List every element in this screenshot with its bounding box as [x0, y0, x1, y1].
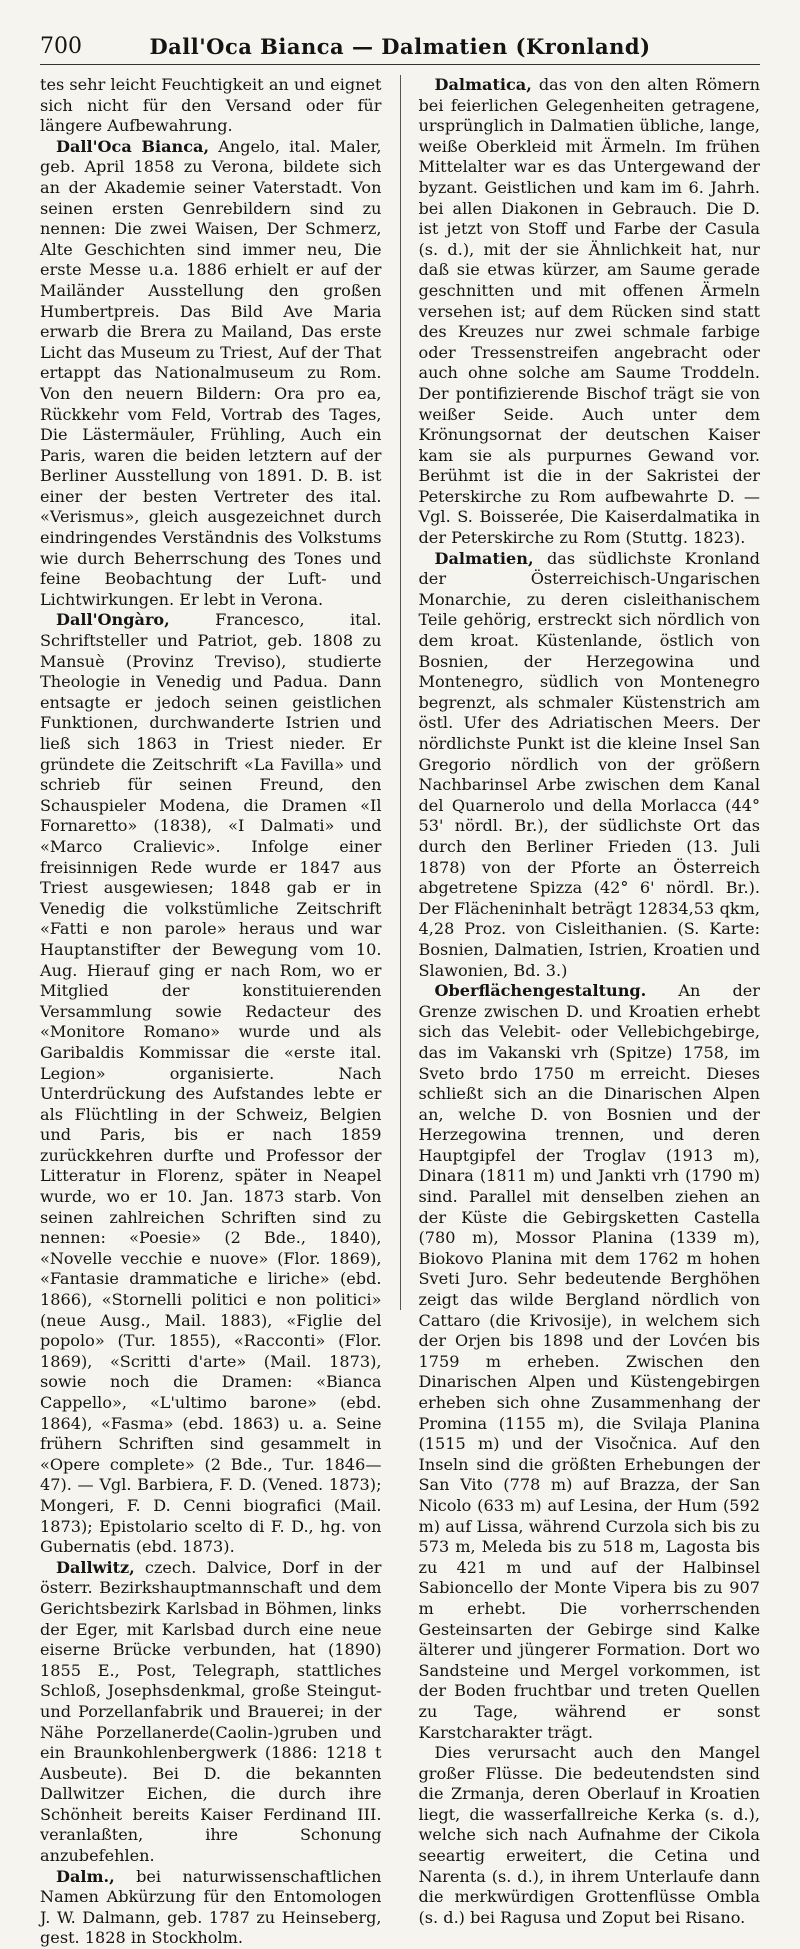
column-divider — [400, 75, 401, 1310]
entry-text: bei naturwissenschaftlichen Namen Abkürzung für den Entomologen J. W. Dalmann, geb. 1787 zu Heinseberg, gest. 1828 in Stockholm. — [40, 1866, 382, 1948]
entry-headword: Dalm., — [56, 1866, 115, 1886]
entry-text: Francesco, ital. Schriftsteller und Patriot, geb. 1808 zu Mansuè (Provinz Treviso), studierte Theologie in Venedig und Padua. Dann entsagte er jedoch seinen geistlichen Funktionen, durchwanderte Istrien und ließ sich 1863 in Triest nieder. Er gründete die Zeitschrift «La Favilla» und schrieb für seinen Freund, den Schauspieler Modena, die Dramen «Il Fornaretto» (1838), «I Dalmati» und «Marco Cralievic». Infolge einer freisinnigen Rede wurde er 1847 aus Triest ausgewiesen; 1848 gab er in Venedig die volkstümliche Zeitschrift «Fatti e non parole» heraus und war Hauptanstifter der Bewegung vom 10. Aug. Hierauf ging er nach Rom, wo er Mitglied der konstituierenden Versammlung sowie Redacteur des «Monitore Romano» wurde und als Garibaldis Kommissar die «erste ital. Legion» organisierte. Nach Unterdrückung des Aufstandes lebte er als Flüchtling in der Schweiz, Belgien und Paris, bis er nach 1859 zurückkehren durfte und Professor der Litteratur in Florenz, später in Neapel wurde, wo er 10. Jan. 1873 starb. Von seinen zahlreichen Schriften sind zu nennen: «Poesie» (2 Bde., 1840), «Novelle vecchie e nuove» (Flor. 1869), «Fantasie drammatiche e liriche» (ebd. 1866), «Stornelli politici e non politici» (neue Ausg., Mail. 1883), «Figlie del popolo» (Tur. 1855), «Racconti» (Flor. 1869), «Scritti d'arte» (Mail. 1873), sowie noch die Dramen: «Bianca Cappello», «L'ultimo barone» (ebd. 1864), «Fasma» (ebd. 1863) u. a. Seine frühern Schriften sind gesammelt in «Opere complete» (2 Bde., Tur. 1846—47). — Vgl. Barbiera, F. D. (Vened. 1873); Mongeri, F. D. Cenni biografici (Mail. 1873); Epistolario scelto di F. D., hg. von Gubernatis (ebd. 1873). — [40, 610, 382, 1557]
dictionary-entry — [40, 137, 382, 611]
entry-headword: Dall'Ongàro, — [56, 610, 170, 630]
entry-text: czech. Dalvice, Dorf in der österr. Bezirkshauptmannschaft und dem Gerichtsbezirk Karlsbad in Böhmen, links der Eger, mit Karlsbad durch eine neue eiserne Brücke verbunden, hat (1890) 1855 E., Post, Telegraph, stattliches Schloß, Josephsdenkmal, große Steingut- und Porzellanfabrik und Brauerei; in der Nähe Porzellanerde(Caolin-)gruben und ein Braunkohlenbergwerk (1886: 1218 t Ausbeute). Bei D. die bekannten Dallwitzer Eichen, die durch ihre Schönheit bereits Kaiser Ferdinand III. veranlaßten, ihre Schonung anzubefehlen. — [40, 1557, 382, 1866]
dictionary-entry — [40, 610, 382, 1557]
entry-headword: Oberflächengestaltung. — [434, 981, 647, 1001]
text-columns — [40, 75, 760, 1948]
page-number: 700 — [40, 34, 82, 59]
dictionary-entry — [40, 1867, 382, 1949]
dictionary-entry — [419, 1743, 761, 1928]
entry-text: tes sehr leicht Feuchtigkeit an und eignet sich nicht für den Versand oder für längere Aufbewahrung. — [40, 75, 382, 136]
dictionary-entry — [419, 75, 761, 549]
entry-headword: Dalmatien, — [434, 548, 534, 568]
dictionary-entry — [40, 1558, 382, 1867]
entry-text: Dies verursacht auch den Mangel großer Flüsse. Die bedeutendsten sind die Zrmanja, deren Oberlauf in Kroatien liegt, die wasserfallreiche Kerka (s. d.), welche sich nach Aufnahme der Cikola seeartig erweitert, die Cetina und Narenta (s. d.), in ihrem Unterlaufe dann die merkwürdigen Grottenflüsse Ombla (s. d.) bei Ragusa und Zoput bei Risano. — [418, 1743, 760, 1927]
entry-text: An der Grenze zwischen D. und Kroatien erhebt sich das Velebit- oder Vellebichgebirge, das im Vakanski vrh (Spitze) 1758, im Sveto brdo 1750 m erreicht. Dieses schließt sich an die Dinarischen Alpen an, welche D. von Bosnien und der Herzegowina trennen, und deren Hauptgipfel der Troglav (1913 m), Dinara (1811 m) und Jankti vrh (1790 m) sind. Parallel mit denselben ziehen an der Küste die Gebirgsketten Castella (780 m), Mossor Planina (1339 m), Biokovo Planina mit dem 1762 m hohen Sveti Juro. Sehr bedeutende Berghöhen zeigt das wilde Bergland nördlich von Cattaro (die Krivosije), in welchem sich der Orjen bis 1898 und der Lovćen bis 1759 m erheben. Zwischen den Dinarischen Alpen und Küstengebirgen erheben sich ohne Zusammenhang der Promina (1155 m), die Svilaja Planina (1515 m) und der Visočnica. Auf den Inseln sind die größten Erhebungen der San Vito (778 m) auf Brazza, der San Nicolo (633 m) auf Lesina, der Hum (592 m) auf Lissa, während Curzola sich bis zu 573 m, Meleda bis zu 518 m, Lagosta bis zu 421 m und auf der Halbinsel Sabioncello der Monte Vipera bis zu 907 m erhebt. Die vorherrschenden Gesteinsarten der Gebirge sind Kalke älterer und jüngerer Formation. Dort wo Sandsteine und Mergel vorkommen, ist der Boden fruchtbar und treten Quellen zu Tage, während er sonst Karstcharakter trägt. — [418, 981, 760, 1742]
dictionary-entry — [419, 981, 761, 1743]
entry-headword: Dalmatica, — [434, 75, 532, 94]
dictionary-entry — [40, 75, 382, 137]
page-header — [40, 34, 760, 65]
left-column — [40, 75, 382, 1948]
right-column — [418, 75, 761, 1927]
entry-text: das südlichste Kronland der Österreichisch-Ungarischen Monarchie, zu deren cisleithanischem Teile gehörig, erstreckt sich nördlich von dem kroat. Küstenlande, östlich von Bosnien, der Herzegowina und Montenegro, südlich von Montenegro begrenzt, als schmaler Küstenstrich am östl. Ufer des Adriatischen Meers. Der nördlichste Punkt ist die kleine Insel San Gregorio nördlich von der größern Nachbarinsel Arbe zwischen dem Kanal del Quarnerolo und della Morlacca (44° 53' nördl. Br.), der südlichste Ort das durch den Berliner Frieden (13. Juli 1878) von der Pforte an Österreich abgetretene Spizza (42° 6' nördl. Br.). Der Flächeninhalt beträgt 12834,53 qkm, 4,28 Proz. von Cisleithanien. (S. Karte: Bosnien, Dalmatien, Istrien, Kroatien und Slawonien, Bd. 3.) — [418, 548, 760, 980]
entry-text: das von den alten Römern bei feierlichen Gelegenheiten getragene, ursprünglich in Dalmatien übliche, lange, weiße Oberkleid mit Ärmeln. Im frühen Mittelalter war es das Untergewand der byzant. Geistlichen und kam im 6. Jahrh. bei allen Diakonen in Gebrauch. Die D. ist jetzt von Stoff und Farbe der Casula (s. d.), mit der sie Ähnlichkeit hat, nur daß sie etwas kürzer, am Saume gerade geschnitten und mit offenen Ärmeln versehen ist; auf dem Rücken sind statt des Kreuzes nur zwei schmale farbige oder Tressenstreifen angebracht oder auch ohne solche am Saume Troddeln. Der pontifizierende Bischof trägt sie von weißer Seide. Auch unter dem Krönungsornat der deutschen Kaiser kam sie als purpurnes Gewand vor. Berühmt ist die in der Sakristei der Peterskirche zu Rom aufbewahrte D. — Vgl. S. Boisserée, Die Kaiserdalmatika in der Peterskirche zu Rom (Stuttg. 1823). — [418, 75, 760, 548]
entry-headword: Dall'Oca Bianca, — [56, 136, 210, 156]
running-head: Dall'Oca Bianca — Dalmatien (Kronland) — [149, 34, 651, 59]
entry-headword: Dallwitz, — [56, 1557, 135, 1577]
dictionary-entry — [419, 549, 761, 981]
entry-text: Angelo, ital. Maler, geb. April 1858 zu Verona, bildete sich an der Akademie seiner Vaterstadt. Von seinen ersten Genrebildern sind zu nennen: Die zwei Waisen, Der Schmerz, Alte Geschichten sind immer neu, Die erste Messe u.a. 1886 erhielt er auf der Mailänder Ausstellung den großen Humbertpreis. Das Bild Ave Maria erwarb die Brera zu Mailand, Das erste Licht das Museum zu Triest, Auf der That ertappt das Nationalmuseum zu Rom. Von den neuern Bildern: Ora pro ea, Rückkehr vom Feld, Vortrab des Tages, Die Lästermäuler, Frühling, Auch ein Paris, waren die beiden letztern auf der Berliner Ausstellung von 1891. D. B. ist einer der besten Vertreter des ital. «Verismus», gleich ausgezeichnet durch eindringendes Verständnis des Volkstums wie durch Beherrschung des Tones und feine Beobachtung der Luft- und Lichtwirkungen. Er lebt in Verona. — [40, 136, 382, 609]
